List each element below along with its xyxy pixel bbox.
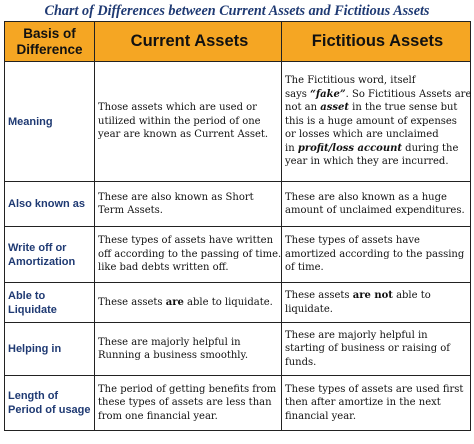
current-assets-meaning-line: utilized within the period of one [98,115,261,127]
current-assets-meaning [95,62,282,182]
current-assets-length-of-period-of-usage-line: from one financial year. [98,410,218,422]
fictitious-assets-also-known-as-line: amount of unclaimed expenditures. [285,205,465,216]
fictitious-assets-write-off-or-amortization-line: amortized according to the passing [285,248,465,260]
fictitious-assets-also-known-as [282,182,471,227]
fictitious-assets-length-of-period-of-usage-line: These types of assets are used first [285,383,464,395]
fictitious-assets-helping-in [282,323,471,376]
fictitious-assets-meaning-line: this is a huge amount of expenses [285,115,457,127]
fictitious-assets-length-of-period-of-usage-line: then after amortize in the next [285,397,441,409]
current-assets-able-to-liquidate [95,283,282,323]
current-assets-also-known-as-line: Term Assets. [98,205,163,216]
header-fictitious-assets: Fictitious Assets [282,22,471,62]
current-assets-helping-in-line: These are majorly helpful in [98,336,241,348]
current-assets-able-to-liquidate-line: These assets are able to liquidate. [98,296,273,308]
fictitious-assets-helping-in-line: These are majorly helpful in [285,329,428,341]
fictitious-assets-helping-in-line: funds. [285,356,317,368]
differences-table [4,21,471,431]
fictitious-assets-length-of-period-of-usage-line: financial year. [285,410,357,422]
fictitious-assets-meaning-line: says “fake”. So Fictitious Assets are [285,88,472,100]
header-current-assets: Current Assets [95,22,282,62]
fictitious-assets-length-of-period-of-usage [282,376,471,431]
current-assets-also-known-as-line: These are also known as Short [98,191,254,203]
current-assets-length-of-period-of-usage-line: these types of assets are less than [98,397,272,409]
fictitious-assets-meaning-line: in profit/loss account during the [285,142,459,154]
fictitious-assets-helping-in-line: starting of business or raising of [285,343,450,355]
fictitious-assets-meaning-line: not an asset in the true sense but [285,102,458,114]
table-row [5,182,471,227]
current-assets-length-of-period-of-usage-line: The period of getting benefits from [98,383,277,395]
row-label-length-of-period-of-usage: Length of Period of usage [5,376,95,431]
table-row [5,62,471,182]
current-assets-helping-in-line: Running a business smoothly. [98,350,248,361]
fictitious-assets-able-to-liquidate-line: These assets are not able to [285,290,431,301]
table-row [5,323,471,376]
current-assets-meaning-line: year are known as Current Asset. [98,129,269,141]
header-basis-of-difference: Basis of Difference [5,22,95,62]
current-assets-write-off-or-amortization [95,227,282,283]
fictitious-assets-meaning [282,62,471,182]
fictitious-assets-meaning-line: year in which they are incurred. [285,156,449,168]
row-label-also-known-as: Also known as [5,182,95,227]
current-assets-also-known-as [95,182,282,227]
chart-title: Chart of Differences between Current Assets and Fictitious Assets [44,3,430,19]
fictitious-assets-meaning-line: or losses which are unclaimed [285,129,439,141]
fictitious-assets-meaning-line: The Fictitious word, itself [285,75,416,87]
row-label-helping-in: Helping in [5,323,95,376]
current-assets-meaning-line: Those assets which are used or [98,102,257,114]
table-row [5,283,471,323]
fictitious-assets-able-to-liquidate-line: liquidate. [285,303,333,315]
row-label-able-to-liquidate: Able to Liquidate [5,283,95,323]
table-row [5,376,471,431]
current-assets-write-off-or-amortization-line: like bad debts written off. [98,262,229,274]
row-label-meaning: Meaning [5,62,95,182]
fictitious-assets-write-off-or-amortization-line: These types of assets have [285,235,420,247]
table-row [5,227,471,283]
fictitious-assets-write-off-or-amortization [282,227,471,283]
row-label-write-off-or-amortization: Write off or Amortization [5,227,95,283]
current-assets-write-off-or-amortization-line: These types of assets have written [98,235,274,247]
current-assets-length-of-period-of-usage [95,376,282,431]
header-row [5,22,471,62]
fictitious-assets-also-known-as-line: These are also known as a huge [285,191,447,203]
current-assets-write-off-or-amortization-line: off according to the passing of time. [98,248,282,260]
fictitious-assets-write-off-or-amortization-line: of time. [285,262,324,274]
fictitious-assets-able-to-liquidate [282,283,471,323]
current-assets-helping-in [95,323,282,376]
